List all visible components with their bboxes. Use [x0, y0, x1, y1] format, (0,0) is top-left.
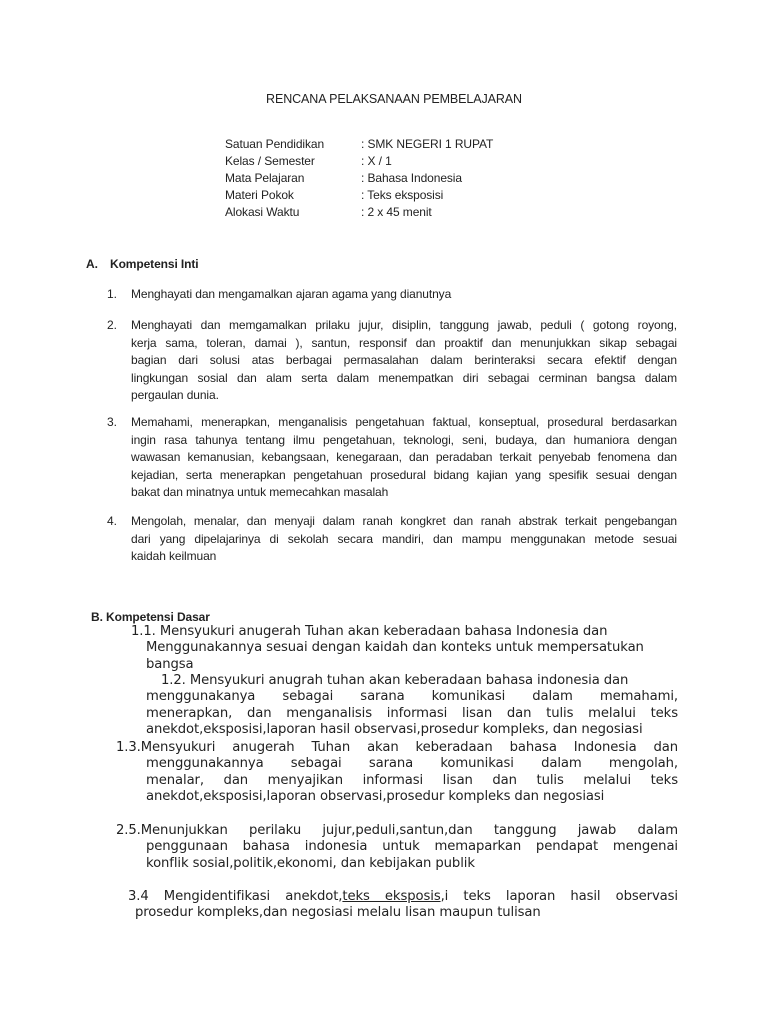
ki-line: kaidah keilmuan [131, 549, 217, 563]
kd-line: 2.5.Menunjukkan perilaku jujur,peduli,santun,dan tanggung jawab dalam [116, 823, 678, 838]
kd-line: penggunaan bahasa indonesia untuk memaparkan pendapat mengenai [146, 839, 678, 855]
ki-line: wawasan kemanusian, kebangsaan, kenegaraan, dan peradaban terkait penyebab fenomena dan [131, 450, 677, 464]
kd-line: menalar, dan menyajikan informasi lisan dan tulis melalui teks [146, 772, 678, 788]
ki-item [131, 414, 677, 502]
ki-line: kejadian, serta menerapkan pengetahuan prosedural bidang kajian yang spesifik sesuai dengan [131, 467, 677, 482]
kd-1-1 [131, 624, 644, 673]
identity-value: : Bahasa Indonesia [361, 171, 462, 185]
identity-value: : 2 x 45 menit [361, 205, 432, 219]
identity-row [0, 136, 768, 153]
identity-row [0, 187, 768, 204]
ki-number: 3. [107, 415, 117, 429]
section-a-heading: Kompetensi Inti [110, 257, 199, 271]
ki-line: bakat dan minatnya untuk memecahkan masalah [131, 485, 389, 499]
ki-number: 2. [107, 318, 117, 332]
kd-text: ,i teks laporan hasil observasi [440, 889, 678, 904]
ki-line: pergaulan dunia. [131, 388, 219, 402]
identity-value: : Teks eksposisi [361, 188, 444, 202]
kd-line: prosedur kompleks,dan negosiasi melalu lisan maupun tulisan [135, 905, 541, 921]
kd-line: Menggunakannya sesuai dengan kaidah dan konteks untuk mempersatukan [146, 640, 644, 656]
ki-line: kerja sama, toleran, damai ), santun, responsif dan proaktif dan menunjukkan sikap sebagai [131, 335, 677, 350]
identity-row [0, 170, 768, 187]
ki-line: Memahami, menerapkan, menganalisis pengetahuan faktual, konseptual, prosedural berdasarkan [131, 415, 677, 429]
ki-line: Mengolah, menalar, dan menyaji dalam ranah kongkret dan ranah abstrak terkait pengebangan [131, 514, 677, 528]
ki-line: lingkungan sosial dan alam serta dalam menempatkan diri sebagai cerminan bangsa dalam [131, 370, 677, 385]
ki-number: 1. [107, 287, 117, 301]
kd-link[interactable]: teks eksposis [342, 889, 441, 904]
identity-label: Kelas / Semester [225, 154, 315, 168]
kd-1-3 [116, 740, 678, 805]
kd-line: 1.3.Mensyukuri anugerah Tuhan akan keberadaan bahasa Indonesia dan [116, 740, 678, 755]
kd-line: menggunakanya sebagai sarana komunikasi dalam memahami, [146, 689, 678, 705]
ki-item [131, 513, 677, 566]
kd-3-4 [128, 889, 678, 922]
identity-label: Materi Pokok [225, 188, 294, 202]
section-b-heading: B. Kompetensi Dasar [91, 610, 210, 624]
identity-value: : X / 1 [361, 154, 392, 168]
kd-1-2 [146, 673, 678, 738]
kd-line: anekdot,eksposisi,laporan hasil observasi,prosedur kompleks, dan negosiasi [146, 721, 643, 737]
identity-label: Satuan Pendidikan [225, 137, 325, 151]
identity-row [0, 204, 768, 221]
ki-number: 4. [107, 514, 117, 528]
ki-line: bagian dari solusi atas berbagai permasalahan dalam berinteraksi secara efektif dengan [131, 353, 677, 367]
section-a-letter: A. [86, 257, 98, 271]
ki-item [131, 317, 677, 405]
kd-line: menggunakannya sebagai sarana komunikasi dalam mengolah, [146, 756, 678, 772]
ki-line: Menghayati dan memgamalkan prilaku jujur, disiplin, tanggung jawab, peduli ( gotong royong, [131, 318, 677, 332]
ki-line: dari yang dipelajarinya di sekolah secara mandiri, dan mampu menggunakan metode sesuai [131, 531, 677, 546]
identity-value: : SMK NEGERI 1 RUPAT [361, 137, 494, 151]
kd-2-5 [116, 823, 678, 872]
ki-line: Menghayati dan mengamalkan ajaran agama yang dianutnya [131, 287, 452, 301]
identity-label: Alokasi Waktu [225, 205, 300, 219]
identity-label: Mata Pelajaran [225, 171, 305, 185]
kd-line: anekdot,eksposisi,laporan observasi,prosedur kompleks dan negosiasi [146, 788, 605, 804]
ki-line: ingin rasa tahunya tentang ilmu pengetahuan, teknologi, seni, budaya, dan humaniora dengan [131, 432, 677, 447]
ki-item [131, 286, 677, 304]
kd-line: bangsa [146, 656, 194, 672]
kd-line: menerapkan, dan menganalisis informasi lisan dan tulis melalui teks [146, 705, 678, 721]
document-title: RENCANA PELAKSANAAN PEMBELAJARAN [266, 92, 522, 106]
kd-line: 1.2. Mensyukuri anugrah tuhan akan keberadaan bahasa indonesia dan [161, 673, 629, 688]
kd-line [128, 889, 678, 905]
kd-text: 3.4 Mengidentifikasi anekdot, [128, 889, 343, 904]
kd-line: konflik sosial,politik,ekonomi, dan kebijakan publik [146, 855, 475, 871]
kd-line: 1.1. Mensyukuri anugerah Tuhan akan keberadaan bahasa Indonesia dan [131, 624, 608, 639]
identity-row [0, 153, 768, 170]
